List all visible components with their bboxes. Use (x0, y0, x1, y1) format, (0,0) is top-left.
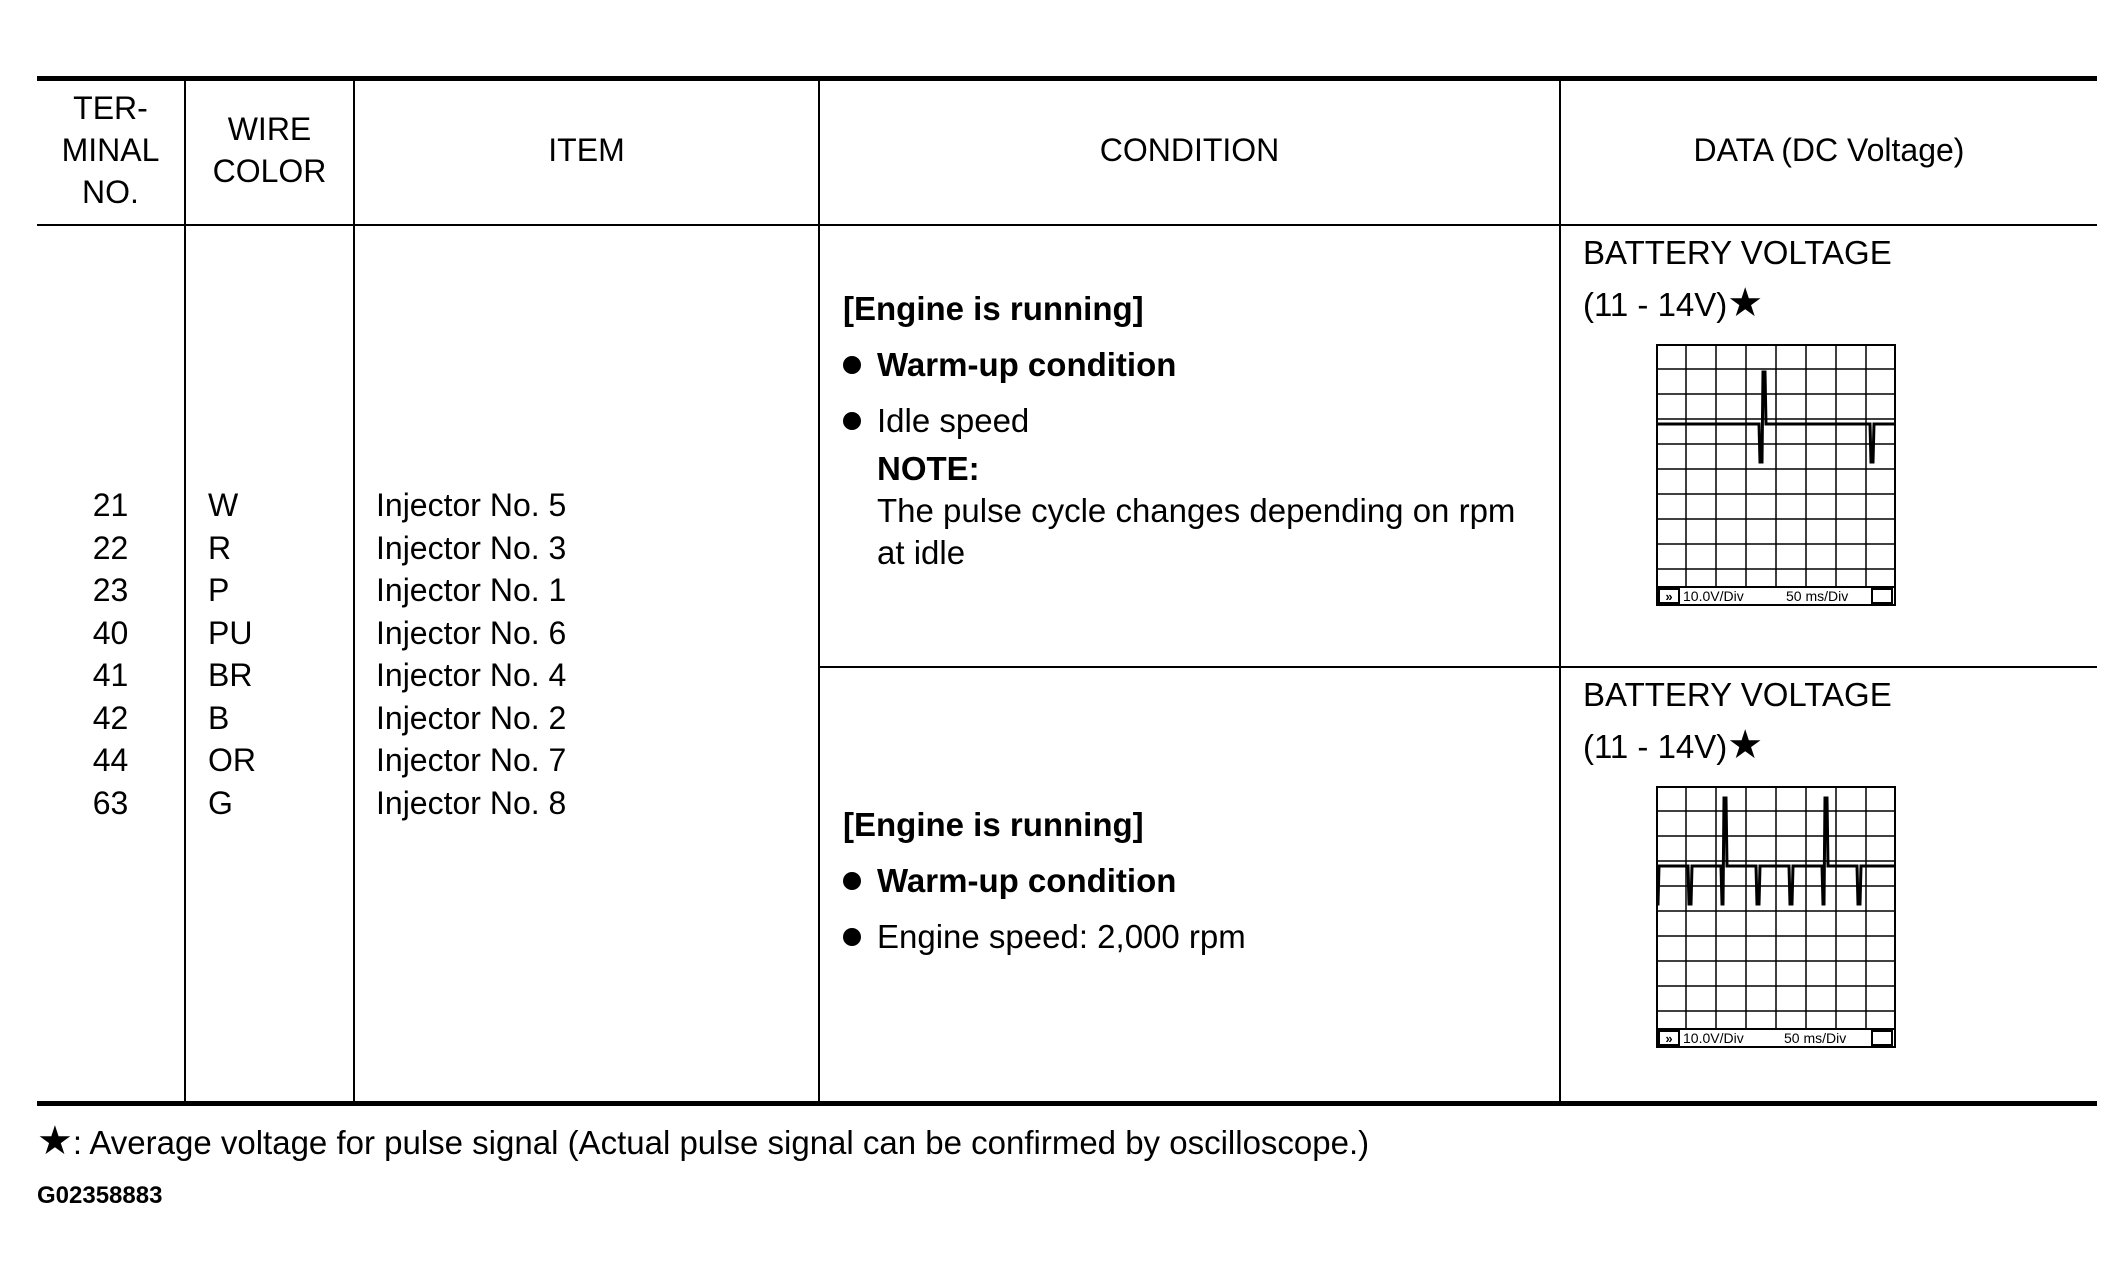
figure-code: G02358883 (37, 1182, 163, 1209)
data-voltage-label: BATTERY VOLTAGE (1583, 676, 1892, 713)
column-divider-1 (184, 80, 186, 1102)
condition-idle (843, 288, 1553, 574)
condition-2000rpm (843, 804, 1553, 972)
wire-color: PU (208, 614, 253, 651)
data-voltage-range (1583, 720, 1892, 772)
item-list (376, 484, 566, 824)
data-voltage-label: BATTERY VOLTAGE (1583, 234, 1892, 271)
terminal-number: 41 (92, 657, 129, 693)
header-wire-line-1: WIRE (227, 111, 312, 147)
data-voltage-range-text: (11 - 14V) (1583, 286, 1728, 323)
note-text-line: The pulse cycle changes depending on rpm (877, 492, 1516, 529)
wire-color: R (208, 529, 232, 566)
footnote-text: : Average voltage for pulse signal (Actual pulse signal can be confirmed by oscilloscope.) (72, 1124, 1370, 1161)
terminal-number-list (37, 484, 184, 824)
header-terminal-line-3: NO. (82, 174, 139, 210)
scope-volts-per-div: 10.0V/Div (1683, 1030, 1744, 1046)
scope-arrow-icon: » (1665, 1031, 1673, 1046)
terminal-number: 22 (92, 529, 129, 566)
header-wire-color (186, 80, 353, 220)
terminal-data-table (37, 76, 2097, 1106)
bullet-dot-icon (843, 412, 861, 430)
note-text-line: at idle (877, 534, 966, 571)
item-name: Injector No. 2 (376, 699, 567, 736)
column-divider-3 (818, 80, 820, 1102)
terminal-number: 40 (92, 614, 129, 651)
header-terminal-line-2: MINAL (61, 132, 160, 168)
data-voltage-range (1583, 278, 1892, 330)
scope-volts-per-div: 10.0V/Div (1683, 588, 1744, 604)
data-voltage-range-text: (11 - 14V) (1583, 728, 1728, 765)
item-name: Injector No. 4 (376, 657, 567, 693)
terminal-number: 63 (92, 784, 129, 821)
wire-color: W (208, 487, 239, 523)
condition-title: [Engine is running] (843, 290, 1144, 327)
star-icon: ★ (1727, 281, 1764, 325)
condition-bullet-text: Warm-up condition (877, 862, 1177, 899)
header-wire-line-2: COLOR (212, 153, 327, 189)
header-condition: CONDITION (1099, 132, 1280, 168)
header-terminal-line-1: TER- (73, 90, 148, 126)
condition-bullet-text: Idle speed (877, 402, 1030, 439)
terminal-number: 21 (92, 487, 129, 523)
bullet-dot-icon (843, 928, 861, 946)
terminal-number: 42 (92, 699, 129, 736)
header-item: ITEM (548, 132, 625, 168)
terminal-number: 44 (92, 742, 129, 778)
data-cell-2000rpm (1583, 670, 1892, 772)
terminal-number: 23 (92, 572, 129, 608)
scope-time-per-div: 50 ms/Div (1784, 1030, 1847, 1046)
data-cell-idle (1583, 228, 1892, 330)
condition-note (877, 448, 1553, 574)
wire-color: P (208, 572, 230, 608)
scope-time-per-div: 50 ms/Div (1786, 588, 1849, 604)
footnote (37, 1120, 1369, 1164)
condition-bullet-text: Engine speed: 2,000 rpm (877, 918, 1246, 955)
item-name: Injector No. 5 (376, 487, 567, 523)
table-bottom-rule (37, 1101, 2097, 1106)
condition-bullet (843, 400, 1553, 442)
wire-color: OR (208, 742, 256, 778)
bullet-dot-icon (843, 356, 861, 374)
item-name: Injector No. 7 (376, 742, 567, 778)
condition-bullet (843, 916, 1553, 958)
oscilloscope-waveform-2000rpm (1656, 786, 1896, 1048)
wire-color: B (208, 699, 230, 736)
condition-bullet (843, 860, 1553, 902)
star-icon: ★ (1727, 723, 1764, 767)
header-terminal-no (37, 80, 184, 220)
oscilloscope-waveform-idle (1656, 344, 1896, 606)
item-name: Injector No. 3 (376, 529, 567, 566)
condition-title: [Engine is running] (843, 806, 1144, 843)
header-bottom-rule (37, 224, 2097, 226)
condition-bullet-text: Warm-up condition (877, 346, 1177, 383)
note-title: NOTE: (877, 450, 980, 487)
wire-color-list (208, 484, 256, 824)
item-name: Injector No. 8 (376, 784, 567, 821)
item-name: Injector No. 1 (376, 572, 567, 608)
column-divider-4 (1559, 80, 1561, 1102)
star-icon: ★ (37, 1119, 73, 1163)
wire-color: BR (208, 657, 253, 693)
condition-row-divider (820, 666, 2097, 668)
column-divider-2 (353, 80, 355, 1102)
wire-color: G (208, 784, 233, 821)
item-name: Injector No. 6 (376, 614, 567, 651)
scope-arrow-icon: » (1665, 589, 1673, 604)
bullet-dot-icon (843, 872, 861, 890)
condition-bullet (843, 344, 1553, 386)
header-data: DATA (DC Voltage) (1693, 132, 1965, 168)
